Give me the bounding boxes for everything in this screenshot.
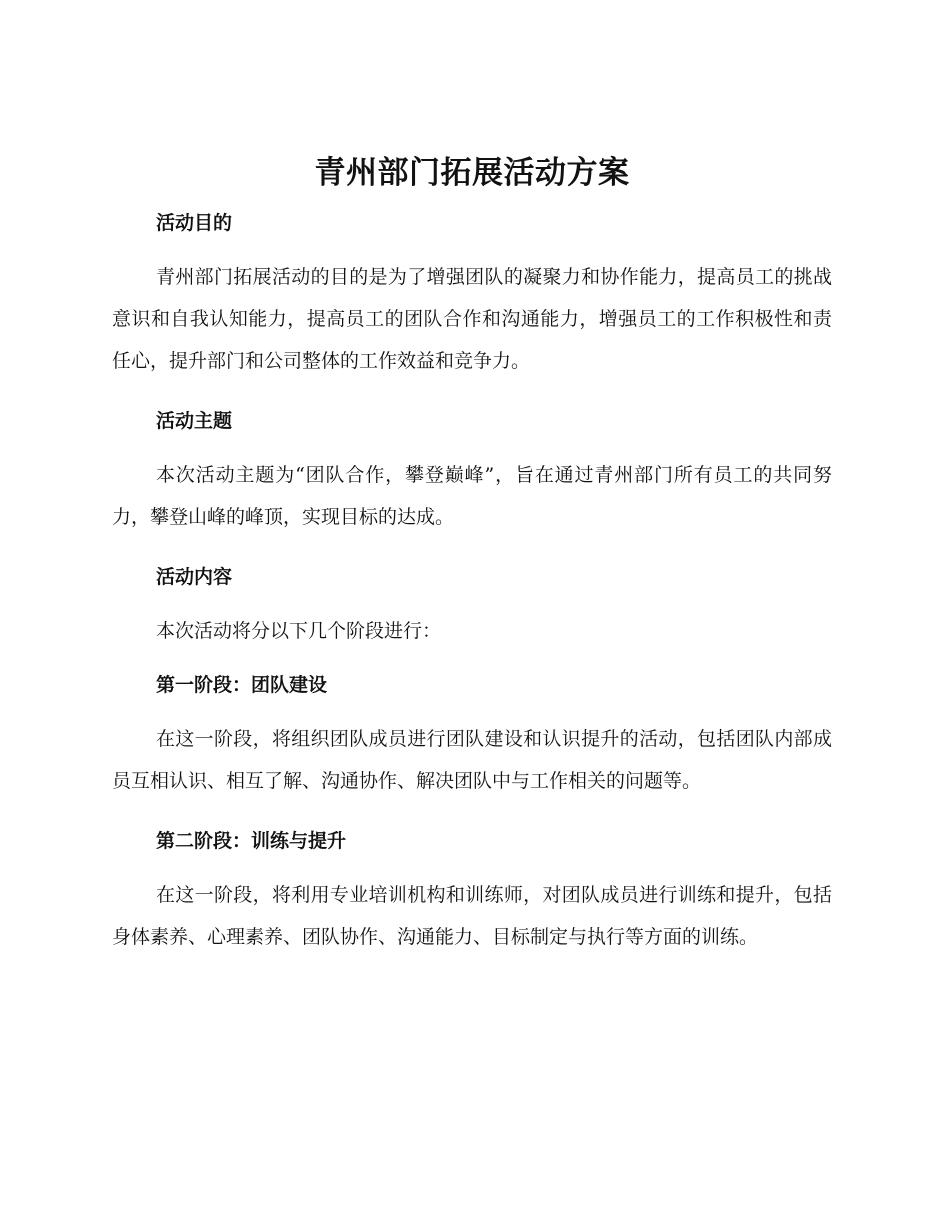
section-paragraph: 本次活动将分以下几个阶段进行： (156, 620, 442, 642)
section-heading: 活动主题 (156, 410, 233, 432)
section-stage-one (112, 670, 832, 802)
section-theme (112, 406, 832, 538)
section-heading: 活动内容 (156, 566, 233, 588)
section-heading: 第二阶段：训练与提升 (156, 830, 347, 852)
section-heading: 第一阶段：团队建设 (156, 674, 328, 696)
section-paragraph: 青州部门拓展活动的目的是为了增强团队的凝聚力和协作能力，提高员工的挑战意识和自我认知能力，提高员工的团队合作和沟通能力，增强员工的工作积极性和责任心，提升部门和公司整体的工作效益和竞争力。 (112, 266, 832, 372)
section-paragraph: 在这一阶段，将组织团队成员进行团队建设和认识提升的活动，包括团队内部成员互相认识、相互了解、沟通协作、解决团队中与工作相关的问题等。 (112, 728, 832, 792)
document-title: 青州部门拓展活动方案 (314, 155, 630, 191)
document-page (112, 150, 832, 958)
section-content (112, 562, 832, 652)
section-purpose (112, 208, 832, 382)
section-paragraph: 在这一阶段，将利用专业培训机构和训练师，对团队成员进行训练和提升，包括身体素养、心理素养、团队协作、沟通能力、目标制定与执行等方面的训练。 (112, 884, 832, 948)
section-paragraph: 本次活动主题为“团队合作，攀登巅峰”，旨在通过青州部门所有员工的共同努力，攀登山峰的峰顶，实现目标的达成。 (112, 464, 832, 528)
section-stage-two (112, 826, 832, 958)
section-heading: 活动目的 (156, 212, 233, 234)
